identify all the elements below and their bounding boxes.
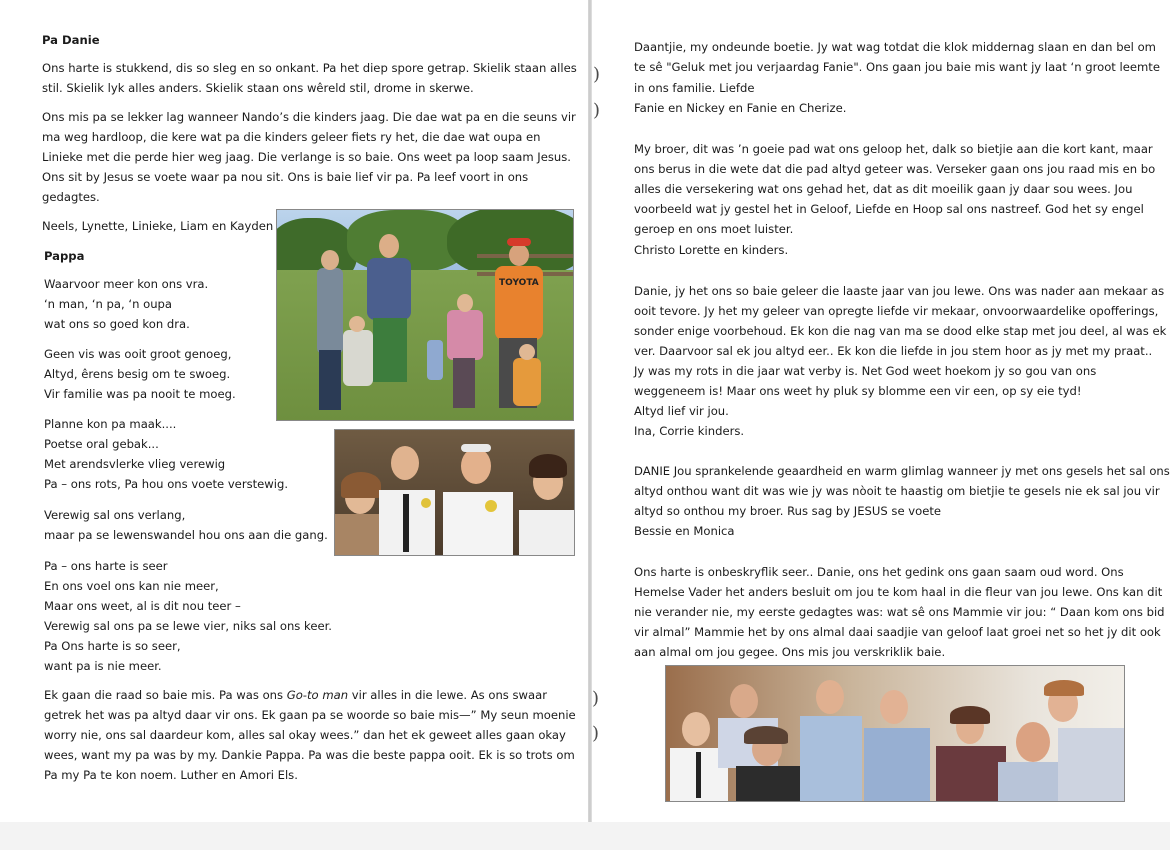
- text-line: geroep en ons moet luister.: [634, 222, 794, 236]
- text-line: Ons harte is onbeskryflik seer.. Danie, ons het gedink ons gaan saam oud word. Ons: [634, 565, 1124, 579]
- child: [453, 358, 475, 408]
- shirt-logo: TOYOTA: [499, 278, 539, 288]
- face: [519, 344, 535, 360]
- signature-line: Neels, Lynette, Linieke, Liam en Kayden: [42, 219, 274, 233]
- person: [367, 258, 411, 320]
- face: [880, 690, 908, 724]
- text-line: My broer, dit was ’n goeie pad wat ons geloop het, dalk so bietjie aan die kort kant, maar: [634, 142, 1153, 156]
- text-line: Ons mis pa se lekker lag wanneer Nando’s die kinders jaag. Die dae wat pa en die seuns vir: [42, 110, 576, 124]
- text-line: Bessie en Monica: [634, 524, 735, 538]
- person: [317, 268, 343, 354]
- face: [379, 234, 399, 258]
- poem-line: wat ons so goed kon dra.: [44, 317, 190, 331]
- hair: [341, 472, 381, 498]
- bag: [427, 340, 443, 380]
- text-line: Ons harte is stukkend, dis so sleg en so onkant. Pa het diep spore getrap. Skielik staan alles: [42, 61, 577, 75]
- family-formal-photo: [334, 429, 575, 556]
- person: [736, 766, 802, 801]
- text-line: weggeneem is! Maar ons weet hy pluk sy blomme een vir een, op sy eie tyd!: [634, 384, 1082, 398]
- person: [936, 746, 1006, 801]
- poem-line: Vir familie was pa nooit te moeg.: [44, 387, 236, 401]
- text-line: Ons sit by Jesus se voete waar pa nou sit. Ons is baie lief vir pa. Pa leef voort in ons: [42, 170, 529, 184]
- text-line: Daantjie, my ondeunde boetie. Jy wat wag totdat die klok middernag slaan en dan bel om: [634, 40, 1156, 54]
- person: [443, 492, 513, 555]
- text-line: voorbeeld wat jy gestel het in Geloof, Liefde en Hoop sal ons nastreef. God het sy engel: [634, 202, 1144, 216]
- text-line: Altyd lief vir jou.: [634, 404, 729, 418]
- text-line: in ons familie. Liefde: [634, 81, 755, 95]
- family-outdoor-photo: [276, 209, 574, 421]
- poem-line: Maar ons weet, al is dit nou teer –: [44, 599, 241, 613]
- text-line: te sê "Geluk met jou verjaardag Fanie". Ons gaan jou baie mis want jy laat ‘n groot leemte: [634, 60, 1160, 74]
- poem-line: Met arendsvlerke vlieg verewig: [44, 457, 226, 471]
- binding-mark: ): [593, 64, 601, 85]
- hair: [744, 726, 788, 744]
- group-photo: [665, 665, 1125, 802]
- text-line: alles die versekering wat ons gehad het, dat as dit moeilik gaan jy daar sou wees. Jou: [634, 182, 1133, 196]
- poem-line: Pa – ons harte is seer: [44, 559, 168, 573]
- person: [864, 728, 930, 801]
- text-line: Pa my Pa te kon noem. Luther en Amori Els.: [44, 768, 298, 782]
- face: [461, 448, 491, 484]
- text-line: altyd so onthou my broer. Rus sag by JESUS se voete: [634, 504, 942, 518]
- binding-mark: ): [593, 100, 601, 121]
- face: [509, 244, 529, 266]
- text-line: sonder enige voorbehoud. Ek kon die nag van ma se dood elke stap met jou deel, al was ek: [634, 324, 1167, 338]
- text-line: Linieke met die perde hier weg jaag. Die verlange is so baie. Ons weet pa loop saam Jesus.: [42, 150, 571, 164]
- poem-line: Planne kon pa maak....: [44, 417, 177, 431]
- poem-line: Pa – ons rots, Pa hou ons voete verstewig.: [44, 477, 289, 491]
- person: [319, 350, 341, 410]
- binding-mark: ): [592, 723, 600, 744]
- poem-line: Geen vis was ooit groot genoeg,: [44, 347, 232, 361]
- poem-line: ‘n man, ‘n pa, ‘n oupa: [44, 297, 173, 311]
- text-line: worry nie, ons sal daardeur kom, alles sal okay wees.” dan het ek geweet alles gaan okay: [44, 728, 566, 742]
- text-line: Danie, jy het ons so baie geleer die laaste jaar van jou lewe. Ons was nader aan mekaar as: [634, 284, 1165, 298]
- cap: [507, 238, 531, 246]
- face: [816, 680, 844, 714]
- text-line: getrek het was pa altyd daar vir ons. Ek gaan pa se woorde so baie mis—” My seun moenie: [44, 708, 576, 722]
- text-line: Christo Lorette en kinders.: [634, 243, 789, 257]
- person: [335, 514, 385, 555]
- text-line: altyd onthou want dit was wie jy was nòoit te haastig om bietjie te gesels nie ek sal jou vir: [634, 484, 1160, 498]
- text-line: aan almal om jou gegee. Ons mis jou verskriklik baie.: [634, 645, 946, 659]
- person: [373, 318, 407, 382]
- corsage: [485, 500, 497, 512]
- face: [1016, 722, 1050, 762]
- face: [321, 250, 339, 270]
- hair: [950, 706, 990, 724]
- bottom-shadow: [0, 822, 1170, 850]
- text-line: Fanie en Nickey en Fanie en Cherize.: [634, 101, 847, 115]
- face: [391, 446, 419, 480]
- hair: [461, 444, 491, 452]
- poem-line: Altyd, êrens besig om te swoeg.: [44, 367, 231, 381]
- text-line: ver. Daarvoor sal ek jou altyd eer.. Ek kon die liefde in jou stem hoor as jy met my praat..: [634, 344, 1153, 358]
- tribute-title: Pa Danie: [42, 33, 100, 47]
- poem-line: want pa is nie meer.: [44, 659, 162, 673]
- face: [682, 712, 710, 746]
- text-line: Ek gaan die raad so baie mis. Pa was ons Go-to man vir alles in die lewe. As ons swaar: [44, 688, 548, 702]
- tie: [696, 752, 701, 798]
- text-line: gedagtes.: [42, 190, 100, 204]
- corsage: [421, 498, 431, 508]
- text-line: ons berus in die wete dat die pad altyd geteer was. Verseker gaan ons jou raad mis en bo: [634, 162, 1156, 176]
- poem-line: Verewig sal ons pa se lewe vier, niks sal ons keer.: [44, 619, 332, 633]
- poem-line: Waarvoor meer kon ons vra.: [44, 277, 209, 291]
- face: [349, 316, 365, 332]
- text-line: Jy was my rots in die jaar wat verby is. Net God weet hoekom jy so gou van ons: [634, 364, 1097, 378]
- hair: [1044, 680, 1084, 696]
- text-line: ma weg hardloop, die kere wat pa die kinders geleer fiets ry het, die dae wat oupa en: [42, 130, 541, 144]
- child: [513, 358, 541, 406]
- child: [447, 310, 483, 360]
- child: [343, 330, 373, 386]
- person: [800, 716, 862, 801]
- text-line: vir almal” Mammie het by ons almal daai saadjie van geloof laat groei net so het jy dit ook: [634, 625, 1161, 639]
- face: [457, 294, 473, 312]
- text-line: stil. Skielik lyk alles anders. Skielik staan ons wêreld stil, drome in skerwe.: [42, 81, 474, 95]
- hair: [529, 454, 567, 478]
- person: [519, 510, 574, 555]
- poem-title: Pappa: [44, 249, 85, 263]
- text-line: ooit tevore. Jy het my geleer van opregte liefde vir mekaar, onvoorwaardelike opofferings,: [634, 304, 1159, 318]
- poem-line: Verewig sal ons verlang,: [44, 508, 186, 522]
- text-line: DANIE Jou sprankelende geaardheid en warm glimlag wanneer jy met ons gesels het sal ons: [634, 464, 1170, 478]
- binding-mark: ): [592, 688, 600, 709]
- face: [730, 684, 758, 718]
- poem-line: Poetse oral gebak...: [44, 437, 159, 451]
- poem-line: maar pa se lewenswandel hou ons aan die gang.: [44, 528, 328, 542]
- poem-line: En ons voel ons kan nie meer,: [44, 579, 219, 593]
- person: [1058, 728, 1124, 801]
- text-line: Ina, Corrie kinders.: [634, 424, 745, 438]
- poem-line: Pa Ons harte is so seer,: [44, 639, 181, 653]
- text-line: Hemelse Vader het anders besluit om jou te kom haal in die fleur van jou lewe. Ons kan dit: [634, 585, 1163, 599]
- text-line: nie verander nie, my eerste gedagtes was: wat sê ons Mammie vir jou: “ Daan kom ons bid: [634, 605, 1165, 619]
- text-line: wees, want my pa was by my. Dankie Pappa. Pa was die beste pappa ooit. Ek is so trots om: [44, 748, 575, 762]
- tie: [403, 494, 409, 552]
